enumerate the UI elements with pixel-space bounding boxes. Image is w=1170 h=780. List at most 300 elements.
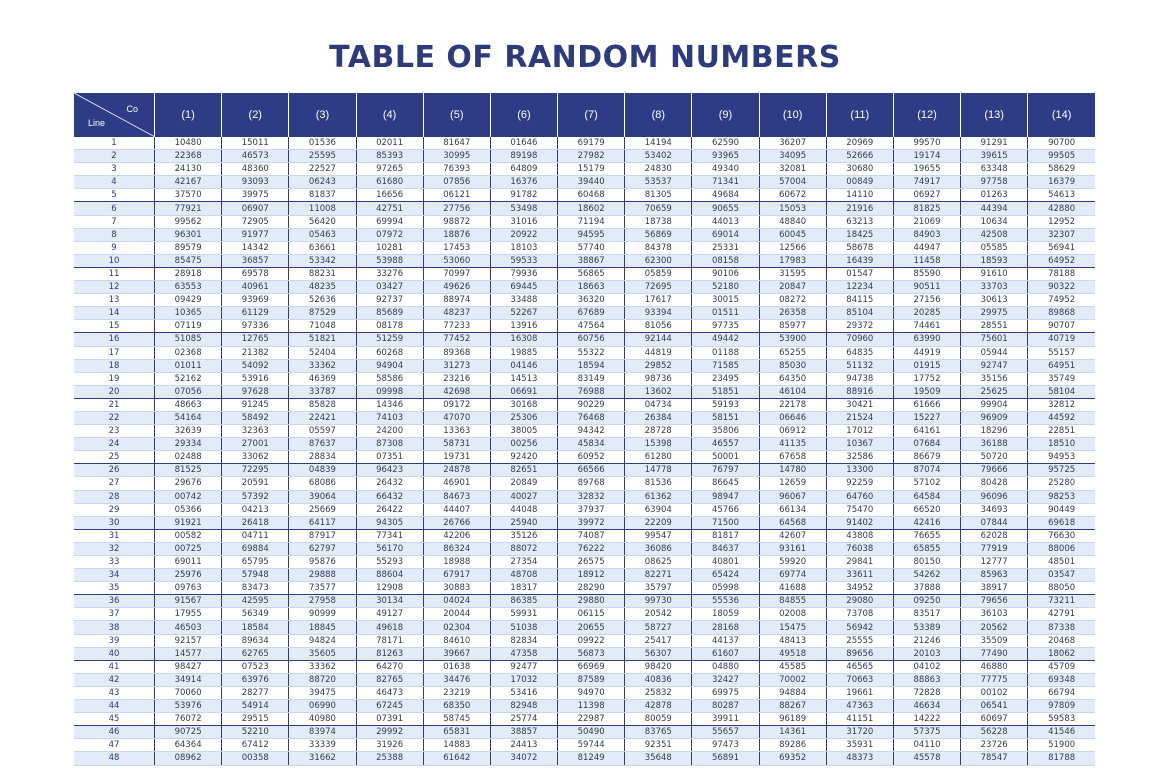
number-cell: 40980: [289, 713, 356, 726]
column-header: (6): [490, 93, 557, 137]
number-cell: 95876: [289, 556, 356, 569]
number-cell: 45709: [1028, 660, 1095, 673]
line-number-cell: 24: [74, 438, 155, 451]
table-row: [74, 163, 1095, 176]
number-cell: 88072: [490, 542, 557, 555]
line-number-cell: 16: [74, 333, 155, 346]
number-cell: 19174: [893, 150, 960, 163]
number-cell: 32586: [826, 451, 893, 464]
number-cell: 52404: [289, 346, 356, 359]
number-cell: 84673: [423, 490, 490, 503]
number-cell: 79666: [961, 464, 1028, 477]
number-cell: 06927: [893, 189, 960, 202]
number-cell: 27958: [289, 595, 356, 608]
number-cell: 89286: [759, 739, 826, 752]
number-cell: 73211: [1028, 595, 1095, 608]
number-cell: 33611: [826, 569, 893, 582]
number-cell: 33362: [289, 660, 356, 673]
number-cell: 96067: [759, 490, 826, 503]
number-cell: 26384: [625, 411, 692, 424]
number-cell: 46573: [222, 150, 289, 163]
number-cell: 84610: [423, 634, 490, 647]
column-header: (10): [759, 93, 826, 137]
number-cell: 48501: [1028, 556, 1095, 569]
number-cell: 09250: [893, 595, 960, 608]
number-cell: 75601: [961, 333, 1028, 346]
table-row: [74, 556, 1095, 569]
number-cell: 46634: [893, 700, 960, 713]
table-row: [74, 608, 1095, 621]
table-row: [74, 516, 1095, 529]
number-cell: 00358: [222, 752, 289, 765]
number-cell: 34095: [759, 150, 826, 163]
table-row: [74, 202, 1095, 215]
number-cell: 81536: [625, 477, 692, 490]
number-cell: 58629: [1028, 163, 1095, 176]
number-cell: 30613: [961, 294, 1028, 307]
number-cell: 48235: [289, 281, 356, 294]
number-cell: 51085: [155, 333, 222, 346]
number-cell: 23726: [961, 739, 1028, 752]
number-cell: 46557: [692, 438, 759, 451]
number-cell: 26358: [759, 307, 826, 320]
number-cell: 36103: [961, 608, 1028, 621]
number-cell: 76630: [1028, 529, 1095, 542]
number-cell: 04110: [893, 739, 960, 752]
number-cell: 39475: [289, 686, 356, 699]
number-cell: 79656: [961, 595, 1028, 608]
table-row: [74, 647, 1095, 660]
number-cell: 06115: [558, 608, 625, 621]
line-number-cell: 4: [74, 176, 155, 189]
table-row: [74, 451, 1095, 464]
number-cell: 17032: [490, 673, 557, 686]
number-cell: 58586: [356, 372, 423, 385]
number-cell: 98736: [625, 372, 692, 385]
number-cell: 01646: [490, 137, 557, 150]
line-number-cell: 5: [74, 189, 155, 202]
table-body: [74, 137, 1095, 765]
number-cell: 92351: [625, 739, 692, 752]
number-cell: 58104: [1028, 385, 1095, 398]
number-cell: 44407: [423, 503, 490, 516]
number-cell: 44013: [692, 215, 759, 228]
number-cell: 32812: [1028, 398, 1095, 411]
number-cell: 36207: [759, 137, 826, 150]
number-cell: 14513: [490, 372, 557, 385]
number-cell: 25832: [625, 686, 692, 699]
number-cell: 27001: [222, 438, 289, 451]
number-cell: 55157: [1028, 346, 1095, 359]
number-cell: 18593: [961, 254, 1028, 267]
number-cell: 41151: [826, 713, 893, 726]
number-cell: 51038: [490, 621, 557, 634]
number-cell: 92157: [155, 634, 222, 647]
number-cell: 99562: [155, 215, 222, 228]
number-cell: 38005: [490, 425, 557, 438]
number-cell: 05366: [155, 503, 222, 516]
number-cell: 88231: [289, 267, 356, 280]
number-cell: 63348: [961, 163, 1028, 176]
number-cell: 83517: [893, 608, 960, 621]
number-cell: 19509: [893, 385, 960, 398]
number-cell: 07391: [356, 713, 423, 726]
line-number-cell: 32: [74, 542, 155, 555]
line-number-cell: 46: [74, 726, 155, 739]
table-row: [74, 726, 1095, 739]
number-cell: 17955: [155, 608, 222, 621]
number-cell: 97735: [692, 320, 759, 333]
number-cell: 06691: [490, 385, 557, 398]
number-cell: 26422: [356, 503, 423, 516]
number-cell: 18912: [558, 569, 625, 582]
number-cell: 53342: [289, 254, 356, 267]
table-row: [74, 189, 1095, 202]
number-cell: 28551: [961, 320, 1028, 333]
number-cell: 33339: [289, 739, 356, 752]
number-cell: 18876: [423, 228, 490, 241]
table-row: [74, 372, 1095, 385]
number-cell: 74461: [893, 320, 960, 333]
number-cell: 63990: [893, 333, 960, 346]
number-cell: 27156: [893, 294, 960, 307]
number-cell: 31016: [490, 215, 557, 228]
number-cell: 74087: [558, 529, 625, 542]
number-cell: 57375: [893, 726, 960, 739]
line-number-cell: 6: [74, 202, 155, 215]
number-cell: 40719: [1028, 333, 1095, 346]
number-cell: 36857: [222, 254, 289, 267]
number-cell: 60697: [961, 713, 1028, 726]
number-cell: 51132: [826, 359, 893, 372]
table-row: [74, 294, 1095, 307]
number-cell: 56420: [289, 215, 356, 228]
number-cell: 46565: [826, 660, 893, 673]
number-cell: 18738: [625, 215, 692, 228]
number-cell: 25306: [490, 411, 557, 424]
number-cell: 64568: [759, 516, 826, 529]
number-cell: 55657: [692, 726, 759, 739]
number-cell: 64117: [289, 516, 356, 529]
page-title: TABLE OF RANDOM NUMBERS: [329, 40, 841, 75]
number-cell: 32363: [222, 425, 289, 438]
number-cell: 89198: [490, 150, 557, 163]
number-cell: 90229: [558, 398, 625, 411]
column-header: (12): [893, 93, 960, 137]
number-cell: 04734: [625, 398, 692, 411]
number-cell: 58731: [423, 438, 490, 451]
number-cell: 58492: [222, 411, 289, 424]
number-cell: 88863: [893, 673, 960, 686]
number-cell: 49626: [423, 281, 490, 294]
number-cell: 50720: [961, 451, 1028, 464]
number-cell: 90449: [1028, 503, 1095, 516]
number-cell: 12765: [222, 333, 289, 346]
number-cell: 40836: [625, 673, 692, 686]
table-row: [74, 398, 1095, 411]
number-cell: 84903: [893, 228, 960, 241]
table-row: [74, 634, 1095, 647]
number-cell: 48237: [423, 307, 490, 320]
number-cell: 17752: [893, 372, 960, 385]
number-cell: 85030: [759, 359, 826, 372]
number-cell: 39440: [558, 176, 625, 189]
number-cell: 29372: [826, 320, 893, 333]
number-cell: 56307: [625, 647, 692, 660]
number-cell: 20591: [222, 477, 289, 490]
number-cell: 91921: [155, 516, 222, 529]
number-cell: 88267: [759, 700, 826, 713]
number-cell: 82271: [625, 569, 692, 582]
table-row: [74, 739, 1095, 752]
number-cell: 29080: [826, 595, 893, 608]
number-cell: 69014: [692, 228, 759, 241]
table-row: [74, 267, 1095, 280]
number-cell: 56865: [558, 267, 625, 280]
table-row: [74, 438, 1095, 451]
number-cell: 46503: [155, 621, 222, 634]
number-cell: 93965: [692, 150, 759, 163]
number-cell: 31720: [826, 726, 893, 739]
number-cell: 18317: [490, 582, 557, 595]
number-cell: 00742: [155, 490, 222, 503]
number-cell: 18988: [423, 556, 490, 569]
number-cell: 18059: [692, 608, 759, 621]
number-cell: 57004: [759, 176, 826, 189]
number-cell: 27354: [490, 556, 557, 569]
number-cell: 98872: [423, 215, 490, 228]
table-row: [74, 477, 1095, 490]
number-cell: 08158: [692, 254, 759, 267]
number-cell: 89579: [155, 241, 222, 254]
number-cell: 18062: [1028, 647, 1095, 660]
number-cell: 10365: [155, 307, 222, 320]
number-cell: 04711: [222, 529, 289, 542]
number-cell: 51900: [1028, 739, 1095, 752]
table-row: [74, 241, 1095, 254]
number-cell: 31926: [356, 739, 423, 752]
number-cell: 61129: [222, 307, 289, 320]
number-cell: 80059: [625, 713, 692, 726]
number-cell: 98427: [155, 660, 222, 673]
number-cell: 25280: [1028, 477, 1095, 490]
number-cell: 14577: [155, 647, 222, 660]
line-number-cell: 48: [74, 752, 155, 765]
column-header: (1): [155, 93, 222, 137]
number-cell: 96301: [155, 228, 222, 241]
number-cell: 22527: [289, 163, 356, 176]
number-cell: 80150: [893, 556, 960, 569]
number-cell: 91291: [961, 137, 1028, 150]
number-cell: 54092: [222, 359, 289, 372]
line-number-cell: 3: [74, 163, 155, 176]
number-cell: 64350: [759, 372, 826, 385]
number-cell: 80287: [692, 700, 759, 713]
line-number-cell: 22: [74, 411, 155, 424]
number-cell: 58745: [423, 713, 490, 726]
number-cell: 98253: [1028, 490, 1095, 503]
number-cell: 93394: [625, 307, 692, 320]
number-cell: 94824: [289, 634, 356, 647]
number-cell: 61362: [625, 490, 692, 503]
number-cell: 39975: [222, 189, 289, 202]
number-cell: 23495: [692, 372, 759, 385]
number-cell: 66794: [1028, 686, 1095, 699]
number-cell: 67658: [759, 451, 826, 464]
number-cell: 51851: [692, 385, 759, 398]
number-cell: 40801: [692, 556, 759, 569]
number-cell: 25774: [490, 713, 557, 726]
number-cell: 92737: [356, 294, 423, 307]
line-number-cell: 8: [74, 228, 155, 241]
number-cell: 76468: [558, 411, 625, 424]
number-cell: 35156: [961, 372, 1028, 385]
number-cell: 56873: [558, 647, 625, 660]
number-cell: 51821: [289, 333, 356, 346]
number-cell: 39972: [558, 516, 625, 529]
number-cell: 69352: [759, 752, 826, 765]
number-cell: 67412: [222, 739, 289, 752]
table-row: [74, 137, 1095, 150]
number-cell: 52666: [826, 150, 893, 163]
number-cell: 72695: [625, 281, 692, 294]
number-cell: 01536: [289, 137, 356, 150]
number-cell: 94738: [826, 372, 893, 385]
number-cell: 29515: [222, 713, 289, 726]
number-cell: 92144: [625, 333, 692, 346]
number-cell: 34952: [826, 582, 893, 595]
number-cell: 67689: [558, 307, 625, 320]
number-cell: 19655: [893, 163, 960, 176]
number-cell: 91245: [222, 398, 289, 411]
table-row: [74, 425, 1095, 438]
number-cell: 70659: [625, 202, 692, 215]
number-cell: 42595: [222, 595, 289, 608]
number-cell: 20922: [490, 228, 557, 241]
number-cell: 06912: [759, 425, 826, 438]
number-cell: 39911: [692, 713, 759, 726]
number-cell: 22421: [289, 411, 356, 424]
number-cell: 81825: [893, 202, 960, 215]
number-cell: 01011: [155, 359, 222, 372]
number-cell: 35648: [625, 752, 692, 765]
number-cell: 04839: [289, 464, 356, 477]
number-cell: 81525: [155, 464, 222, 477]
number-cell: 56170: [356, 542, 423, 555]
line-number-cell: 21: [74, 398, 155, 411]
number-cell: 94953: [1028, 451, 1095, 464]
line-number-cell: 20: [74, 385, 155, 398]
number-cell: 14780: [759, 464, 826, 477]
number-cell: 35605: [289, 647, 356, 660]
number-cell: 30995: [423, 150, 490, 163]
number-cell: 76072: [155, 713, 222, 726]
number-cell: 52162: [155, 372, 222, 385]
number-cell: 35797: [625, 582, 692, 595]
table-row: [74, 490, 1095, 503]
number-cell: 48360: [222, 163, 289, 176]
number-cell: 94904: [356, 359, 423, 372]
number-cell: 64951: [1028, 359, 1095, 372]
number-cell: 66134: [759, 503, 826, 516]
number-cell: 85689: [356, 307, 423, 320]
line-number-cell: 12: [74, 281, 155, 294]
number-cell: 24413: [490, 739, 557, 752]
number-cell: 07119: [155, 320, 222, 333]
number-cell: 97809: [1028, 700, 1095, 713]
number-cell: 28168: [692, 621, 759, 634]
number-cell: 46880: [961, 660, 1028, 673]
number-cell: 96423: [356, 464, 423, 477]
number-cell: 38857: [490, 726, 557, 739]
number-cell: 00582: [155, 529, 222, 542]
number-cell: 57740: [558, 241, 625, 254]
number-cell: 28277: [222, 686, 289, 699]
number-cell: 33703: [961, 281, 1028, 294]
table-row: [74, 660, 1095, 673]
number-cell: 07972: [356, 228, 423, 241]
number-cell: 62590: [692, 137, 759, 150]
number-cell: 14110: [826, 189, 893, 202]
number-cell: 11398: [558, 700, 625, 713]
number-cell: 11008: [289, 202, 356, 215]
number-cell: 52267: [490, 307, 557, 320]
number-cell: 92477: [490, 660, 557, 673]
number-cell: 00256: [490, 438, 557, 451]
number-cell: 99505: [1028, 150, 1095, 163]
number-cell: 64161: [893, 425, 960, 438]
number-cell: 44819: [625, 346, 692, 359]
number-cell: 56228: [961, 726, 1028, 739]
table-row: [74, 228, 1095, 241]
table-row: [74, 713, 1095, 726]
number-cell: 61280: [625, 451, 692, 464]
number-cell: 20562: [961, 621, 1028, 634]
table-row: [74, 595, 1095, 608]
number-cell: 17453: [423, 241, 490, 254]
number-cell: 25669: [289, 503, 356, 516]
column-header: (2): [222, 93, 289, 137]
number-cell: 70002: [759, 673, 826, 686]
number-cell: 66432: [356, 490, 423, 503]
number-cell: 14361: [759, 726, 826, 739]
number-cell: 58151: [692, 411, 759, 424]
number-cell: 73708: [826, 608, 893, 621]
number-cell: 39064: [289, 490, 356, 503]
number-cell: 99570: [893, 137, 960, 150]
number-cell: 05859: [625, 267, 692, 280]
number-cell: 12659: [759, 477, 826, 490]
number-cell: 34693: [961, 503, 1028, 516]
number-cell: 71341: [692, 176, 759, 189]
number-cell: 29334: [155, 438, 222, 451]
number-cell: 49442: [692, 333, 759, 346]
number-cell: 56942: [826, 621, 893, 634]
table-row: [74, 411, 1095, 424]
number-cell: 82948: [490, 700, 557, 713]
number-cell: 90655: [692, 202, 759, 215]
table-row: [74, 503, 1095, 516]
number-cell: 25595: [289, 150, 356, 163]
number-cell: 12566: [759, 241, 826, 254]
number-cell: 35806: [692, 425, 759, 438]
number-cell: 20468: [1028, 634, 1095, 647]
number-cell: 06541: [961, 700, 1028, 713]
number-cell: 99730: [625, 595, 692, 608]
number-cell: 03547: [1028, 569, 1095, 582]
number-cell: 78547: [961, 752, 1028, 765]
number-cell: 01263: [961, 189, 1028, 202]
